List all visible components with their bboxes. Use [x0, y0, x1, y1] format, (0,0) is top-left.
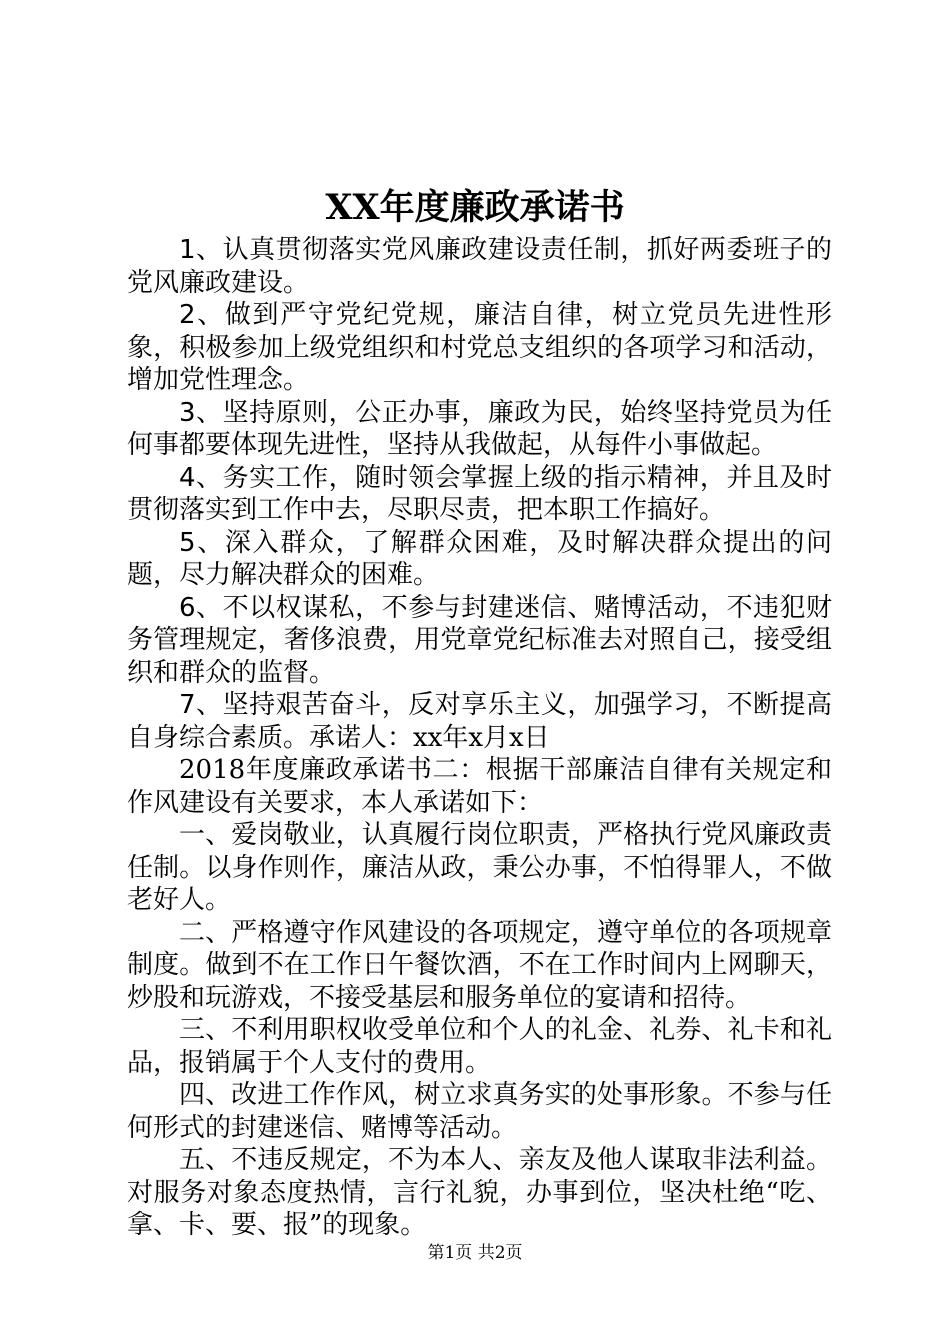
second-commitment-2-heading: 二、严格遵守作风建设的各项规定，遵守单位的各项规章制度。	[127, 917, 832, 980]
second-commitment-1-heading: 一、爱岗敬业，认真履行岗位职责，严格执行党风廉政责任制。	[127, 820, 832, 883]
commitment-item-7-text: 7、坚持艰苦奋斗，反对享乐主义，加强学习，不断提高自身综合素质。	[127, 690, 832, 753]
second-commitment-4-heading: 四、改进工作作风，树立求真务实的处事形象。	[179, 1080, 728, 1110]
commitment-item-4: 4、务实工作，随时领会掌握上级的指示精神，并且及时贯彻落实到工作中去，尽职尽责，把本职工作搞好。	[127, 462, 832, 525]
second-commitment-2-detail: 做到不在工作日午餐饮酒，不在工作时间内上网聊天，炒股和玩游戏，不接受基层和服务单位的宴请和招待。	[127, 950, 832, 1013]
signature-line: 承诺人：xx年x月x日	[309, 722, 550, 753]
page-number-footer: 第1页 共2页	[427, 1243, 523, 1263]
commitment-item-2: 2、做到严守党纪党规，廉洁自律，树立党员先进性形象，积极参加上级党组织和村党总支组织的各项学习和活动，增加党性理念。	[127, 300, 832, 395]
second-commitment-1-detail: 以身作则作，廉洁从政，秉公办事，不怕得罪人，不做老好人。	[127, 852, 832, 915]
commitment-item-6: 6、不以权谋私，不参与封建迷信、赌博活动，不违犯财务管理规定，奢侈浪费，用党章党纪标准去对照自己，接受组织和群众的监督。	[127, 592, 832, 688]
second-commitment-4-detail: 不参与任何形式的封建迷信、赌博等活动。	[127, 1080, 832, 1143]
document-body	[127, 234, 832, 1242]
commitment-item-7	[127, 689, 832, 754]
second-commitment-1	[127, 819, 832, 917]
second-commitment-4	[127, 1079, 832, 1144]
second-commitment-5-heading: 五、不违反规定，不为本人、亲友及他人谋取非法利益。	[179, 1145, 832, 1175]
commitment-item-1: 1、认真贯彻落实党风廉政建设责任制，抓好两委班子的党风廉政建设。	[127, 235, 832, 298]
second-commitment-3	[127, 1014, 832, 1079]
second-letter-intro: 2018年度廉政承诺书二：根据干部廉洁自律有关规定和作风建设有关要求，本人承诺如下：	[127, 755, 832, 818]
second-commitment-5	[127, 1144, 832, 1242]
commitment-item-5: 5、深入群众，了解群众困难，及时解决群众提出的问题，尽力解决群众的困难。	[127, 527, 832, 590]
second-commitment-5-detail: 对服务对象态度热情，言行礼貌，办事到位，坚决杜绝“吃、拿、卡、要、报”的现象。	[127, 1177, 832, 1240]
second-commitment-2	[127, 917, 832, 1015]
document-title: XX年度廉政承诺书	[325, 187, 625, 228]
second-commitment-3-heading: 三、不利用职权收受单位和个人的礼金、礼券、礼卡和礼品，报销属于个人支付的费用。	[127, 1015, 832, 1078]
commitment-item-3: 3、坚持原则，公正办事，廉政为民，始终坚持党员为任何事都要体现先进性，坚持从我做起，从每件小事做起。	[127, 397, 832, 460]
